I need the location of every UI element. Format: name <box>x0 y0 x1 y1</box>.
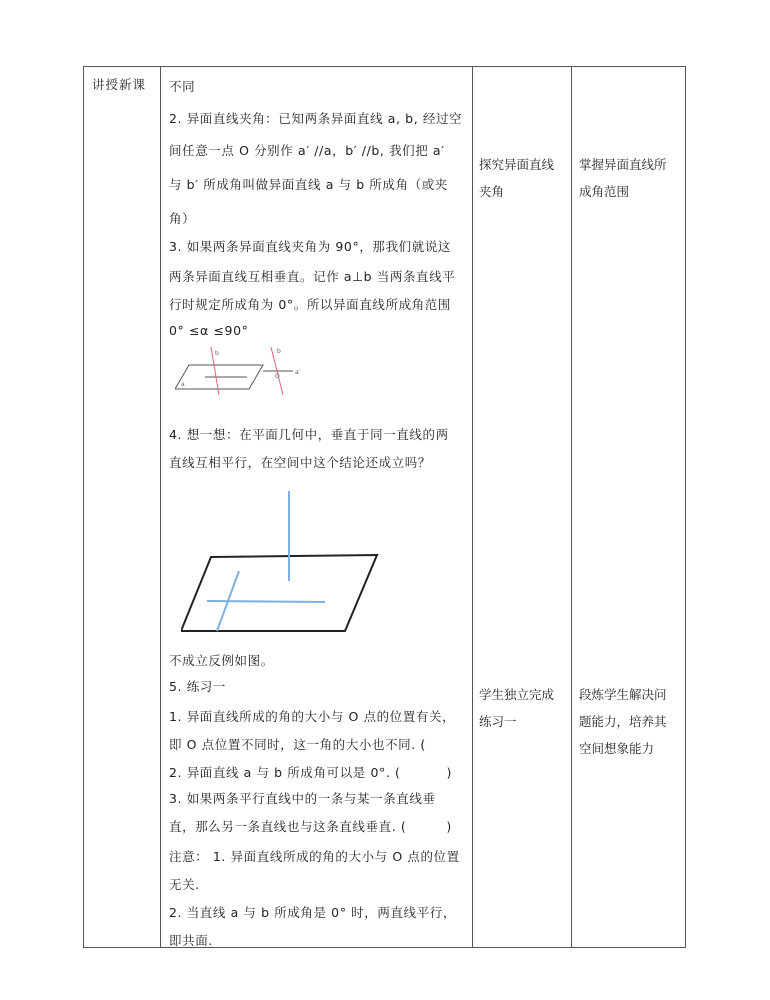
activity-practice: 学生独立完成 练习一 <box>479 687 555 729</box>
label-a: a <box>181 381 185 388</box>
answer-paren-2: ) <box>446 765 452 780</box>
goal-practice: 段炼学生解决问 题能力，培养其 空间想象能力 <box>579 687 667 756</box>
content-line: 直线互相平行，在空间中这个结论还成立吗？ <box>169 455 432 470</box>
plane-figure-small <box>175 345 267 397</box>
content-line: 不同 <box>169 79 196 94</box>
content-line: 与 b′ 所成角叫做异面直线 a 与 b 所成角（或夹 <box>169 177 448 192</box>
goal-angle: 掌握异面直线所 成角范围 <box>579 157 667 199</box>
content-line: 间任意一点 O 分别作 a′ //a，b′ //b, 我们把 a′ <box>169 143 445 158</box>
content-line: 角） <box>169 211 196 226</box>
label-b-prime: b <box>277 348 281 355</box>
exercise-2-text: 2. 异面直线 a 与 b 所成角可以是 0°. ( <box>169 765 401 780</box>
content-line: 即共面. <box>169 933 213 948</box>
content-line: 即 O 点位置不同时，这一角的大小也不同. ( <box>169 737 426 752</box>
label-O: O <box>275 373 280 380</box>
column-divider-3 <box>571 67 572 947</box>
content-line: 4. 想一想：在平面几何中，垂直于同一直线的两 <box>169 427 449 442</box>
content-line: 5. 练习一 <box>169 679 226 694</box>
label-b: b <box>215 350 219 357</box>
content-line: 行时规定所成角为 0°。所以异面直线所成角范围 <box>169 297 451 312</box>
activity-angle: 探究异面直线 夹角 <box>479 157 555 199</box>
answer-paren-3: ) <box>446 819 452 834</box>
content-line <box>169 817 452 835</box>
content-line: 1. 异面直线所成的角的大小与 O 点的位置有关， <box>169 709 456 724</box>
column-divider-2 <box>472 67 473 947</box>
content-line: 不成立反例如图。 <box>169 653 274 668</box>
content-line: 两条异面直线互相垂直。记作 a⊥b 当两条直线平 <box>169 269 456 284</box>
lesson-table <box>83 66 686 948</box>
label-a-prime: a′ <box>295 369 301 376</box>
counterexample-figure <box>181 481 391 641</box>
content-line: 无关. <box>169 877 200 892</box>
column-divider-1 <box>160 67 161 947</box>
content-line: 注意： 1. 异面直线所成的角的大小与 O 点的位置 <box>169 849 460 864</box>
angle-figure-small <box>261 347 321 397</box>
exercise-3-text: 直，那么另一条直线也与这条直线垂直. ( <box>169 819 407 834</box>
content-line: 3. 如果两条异面直线夹角为 90°，那我们就说这 <box>169 239 452 254</box>
content-line: 3. 如果两条平行直线中的一条与某一条直线垂 <box>169 791 436 806</box>
content-line: 2. 当直线 a 与 b 所成角是 0° 时，两直线平行， <box>169 905 456 920</box>
content-line: 0° ≤α ≤90° <box>169 323 249 338</box>
content-line: 2. 异面直线夹角：已知两条异面直线 a, b, 经过空 <box>169 111 463 126</box>
section-label: 讲授新课 <box>92 77 147 92</box>
content-line <box>169 763 452 781</box>
